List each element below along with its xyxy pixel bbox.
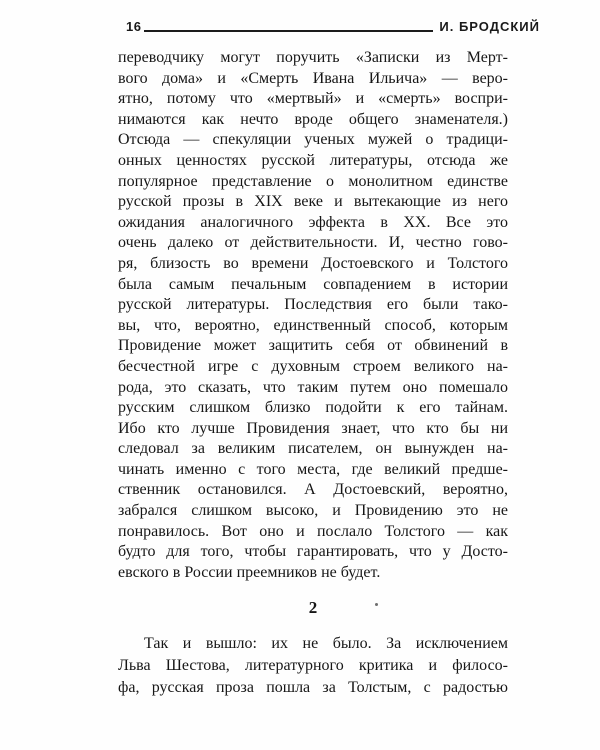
text-line: ожидания аналогичного эффекта в XX. Все это: [118, 213, 508, 231]
text-line: следовал за великим писателем, он вынужден на-: [118, 440, 508, 458]
text-line: понравилось. Вот оно и послало Толстого — как: [118, 522, 508, 540]
text-line: очень далеко от действительности. И, честно гово-: [118, 234, 508, 252]
text-line: ятно, потому что «мертвый» и «смерть» воспри-: [118, 90, 508, 108]
text-line: русским слишком близко подойти к его тайнам.: [118, 399, 508, 417]
text-line: евского в России преемников не будет.: [118, 563, 381, 581]
text-line: рода, это сказать, что таким путем оно помешало: [118, 378, 508, 396]
section-number: 2: [308, 598, 318, 617]
running-head: [126, 19, 540, 34]
text-line: была самым печальным совпадением в истории: [118, 275, 508, 293]
text-line: вого дома» и «Смерть Ивана Ильича» — веро-: [118, 69, 508, 87]
text-line: ря, близость во времени Достоевского и Толстого: [118, 254, 508, 272]
text-line: русской прозы в XIX веке и вытекающие из него: [118, 193, 508, 211]
text-line: Льва Шестова, литературного критика и филосо-: [118, 657, 508, 674]
text-line: Так и вышло: их не было. За исключением: [144, 635, 508, 652]
text-line: вы, что, вероятно, единственный способ, которым: [118, 316, 508, 334]
text-line: онных ценностях русской литературы, отсюда же: [118, 151, 508, 169]
text-line: переводчику могут поручить «Записки из Мерт-: [118, 49, 508, 66]
text-line: чинать именно с того места, где великий предше-: [118, 460, 508, 478]
body-paragraph-1: [118, 48, 508, 583]
text-line: будто для того, чтобы гарантировать, что у Досто-: [118, 543, 508, 561]
text-line: ственник остановился. А Достоевский, вероятно,: [118, 481, 508, 499]
header-rule: [144, 30, 433, 32]
page-number: 16: [126, 19, 142, 34]
body-paragraph-2: [118, 633, 508, 699]
text-line: забрался слишком высоко, и Провидению это не: [118, 502, 508, 520]
text-line: Ибо кто лучше Провидения знает, что кто бы ни: [118, 419, 508, 437]
text-line: нимаются как нечто вроде общего знаменателя.): [118, 110, 508, 128]
text-line: фа, русская проза пошла за Толстым, с радостью: [118, 679, 508, 696]
text-line: Провидение может защитить себя от обвинений в: [118, 337, 508, 355]
text-line: бесчестной игре с духовным строем великого на-: [118, 357, 508, 375]
text-line: Отсюда — спекуляции ученых мужей о традици-: [118, 131, 508, 149]
text-line: русской литературы. Последствия его были тако-: [118, 296, 508, 314]
running-head-author: И. БРОДСКИЙ: [439, 19, 540, 34]
text-line: популярное представление о монолитном единстве: [118, 172, 508, 190]
scan-speck: [375, 603, 378, 606]
